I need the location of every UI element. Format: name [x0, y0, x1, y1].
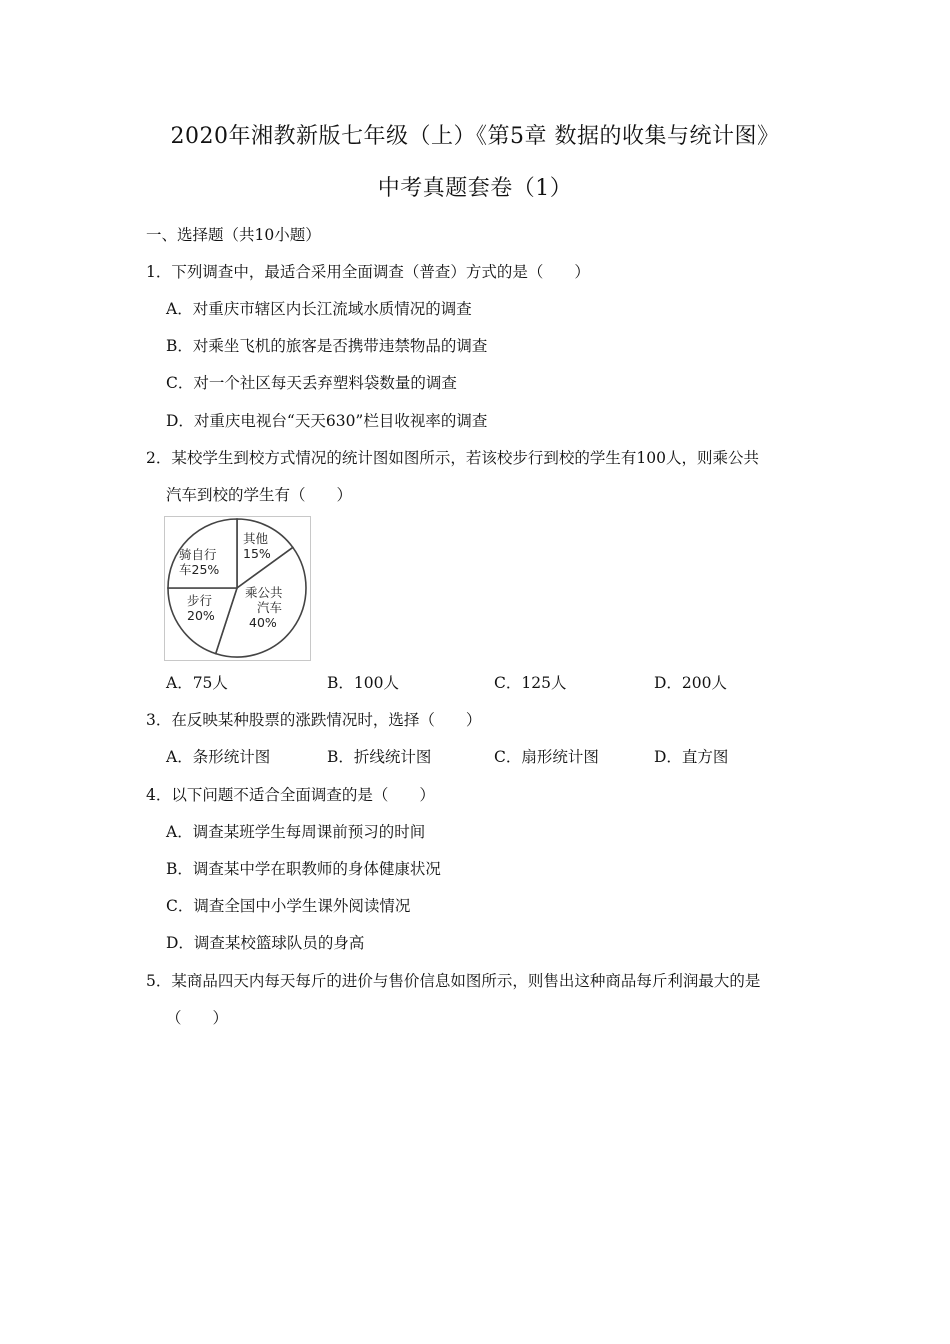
question-2-option-d: D．200人	[654, 674, 728, 692]
pie-label-bus: 乘公共 汽车 40%	[245, 585, 283, 630]
question-1-option-b: B．对乘坐飞机的旅客是否携带违禁物品的调查	[166, 337, 488, 355]
question-1-stem: 1．下列调查中，最适合采用全面调查（普查）方式的是（ ）	[146, 263, 590, 281]
pie-label-other: 其他 15%	[243, 531, 271, 561]
question-4-option-d: D．调查某校篮球队员的身高	[166, 934, 365, 952]
question-5-stem-line-1: 5．某商品四天内每天每斤的进价与售价信息如图所示，则售出这种商品每斤利润最大的是	[146, 972, 761, 990]
page-title-line-2: 中考真题套卷（1）	[377, 176, 573, 201]
question-1-option-d: D．对重庆电视台“天天630”栏目收视率的调查	[166, 412, 488, 430]
pie-chart-figure	[164, 516, 311, 661]
question-2-option-b: B．100人	[327, 674, 399, 692]
question-3-option-b: B．折线统计图	[327, 748, 432, 766]
page-title-line-1: 2020年湘教新版七年级（上）《第5章 数据的收集与统计图》	[170, 124, 780, 149]
section-heading: 一、选择题（共10小题）	[146, 226, 321, 244]
pie-chart	[165, 517, 310, 660]
pie-label-walk: 步行 20%	[187, 593, 215, 623]
question-5-stem-line-2: （ ）	[166, 1009, 229, 1027]
question-4-stem: 4．以下问题不适合全面调查的是（ ）	[146, 786, 435, 804]
question-3-stem: 3．在反映某种股票的涨跌情况时，选择（ ）	[146, 711, 482, 729]
question-1-option-c: C．对一个社区每天丢弃塑料袋数量的调查	[166, 374, 457, 392]
question-2-stem-line-1: 2．某校学生到校方式情况的统计图如图所示，若该校步行到校的学生有100人，则乘公共	[146, 449, 759, 467]
question-3-option-c: C．扇形统计图	[494, 748, 599, 766]
question-3-option-a: A．条形统计图	[166, 748, 271, 766]
question-4-option-b: B．调查某中学在职教师的身体健康状况	[166, 860, 441, 878]
question-2-option-a: A．75人	[166, 674, 228, 692]
question-4-option-c: C．调查全国中小学生课外阅读情况	[166, 897, 411, 915]
question-4-option-a: A．调查某班学生每周课前预习的时间	[166, 823, 426, 841]
question-2-stem-line-2: 汽车到校的学生有（ ）	[166, 486, 353, 504]
question-1-option-a: A．对重庆市辖区内长江流域水质情况的调查	[166, 300, 472, 318]
question-3-option-d: D．直方图	[654, 748, 729, 766]
question-2-option-c: C．125人	[494, 674, 567, 692]
pie-label-bike: 骑自行 车25%	[179, 547, 220, 577]
